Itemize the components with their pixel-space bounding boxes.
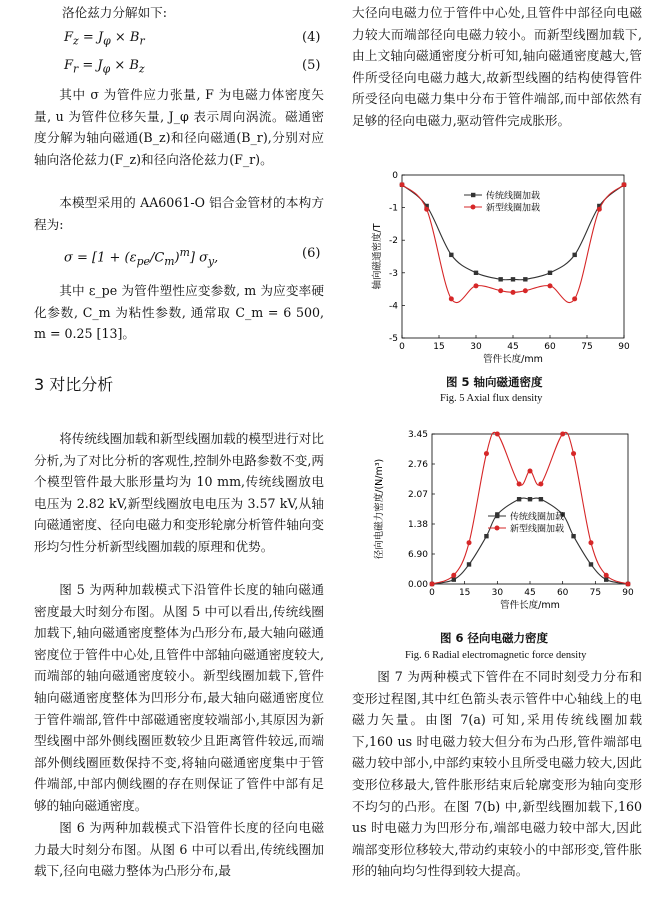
data-point (539, 497, 543, 501)
x-tick-label: 15 (458, 588, 471, 598)
left-paragraph-4: 将传统线圈加载和新型线圈加载的模型进行对比分析,为了对比分析的客观性,控制外电路参数不变,两个模型管件最大胀形量均为 10 mm,传统线圈放电电压为 2.82 kV,新型线圈放电电压为 3.57 kV,从轴向磁通密度、径向电磁力和变形轮廓分析管件轴向变形均匀性分析新型线圈加载的原理和优势。 (34, 431, 324, 554)
plot-frame (432, 434, 628, 584)
x-tick-label: 0 (399, 342, 405, 352)
legend-marker (471, 205, 476, 210)
data-point (467, 540, 472, 545)
data-point (424, 207, 429, 212)
y-tick-label: 2.07 (407, 490, 428, 500)
right-paragraph-2: 图 7 为两种模式下管件在不同时刻受力分布和变形过程图,其中红色箭头表示管件中心轴线上的电磁力矢量。由图 7(a) 可知,采用传统线圈加载下,160 us 时电磁力较大但分布为凸形,管件端部电磁力较中部小,中部约束较小且所受电磁力较大,因此变形位移最大,管件胀形结束后轮廓变形为轴向变形不均匀的凸形。在图 7(b) 中,新型线圈加载下,160 us 时电磁力为凹形分布,端部电磁力较中部大,因此端部变形位移较大,带动约束较小的中部形变,管件胀形的轴向均匀性得到较大提高。 (352, 669, 642, 879)
left-paragraph-6: 图 6 为两种加载模式下沿管件长度的径向电磁力最大时刻分布图。从图 6 中可以看出,传统线圈加载下,径向电磁力整体为凸形分布,最 (34, 820, 324, 879)
fig5-chart (368, 165, 638, 365)
data-point (498, 288, 503, 293)
y-tick-label: 1.38 (407, 520, 428, 530)
y-tick-label: 0.00 (407, 580, 428, 590)
left-paragraph-3: 其中 ε_pe 为管件塑性应变参数, m 为应变率硬化参数, C_m 为粘性参数, 通常取 C_m = 6 500, m = 0.25 [13]。 (34, 283, 324, 342)
y-tick-label: -5 (389, 334, 398, 344)
x-tick-label: 75 (581, 342, 593, 352)
x-tick-label: 45 (507, 342, 519, 352)
fig5-caption-en: Fig. 5 Axial flux density (440, 393, 543, 404)
x-axis-label: 管件长度/mm (500, 600, 560, 611)
data-point (588, 540, 593, 545)
x-tick-label: 30 (470, 342, 482, 352)
x-tick-label: 30 (491, 588, 504, 598)
x-tick-label: 75 (589, 588, 602, 598)
data-point (498, 277, 502, 281)
data-point (449, 296, 454, 301)
data-point (589, 562, 593, 566)
fig6-chart (368, 424, 638, 624)
data-point (626, 582, 631, 587)
fig6-caption-cn: 图 6 径向电磁力密度 (440, 631, 549, 645)
y-tick-label: -2 (389, 236, 398, 247)
series-line (432, 498, 628, 584)
y-tick-label: -3 (389, 268, 398, 279)
data-point (523, 288, 528, 293)
y-tick-label: -1 (389, 203, 398, 214)
data-point (451, 573, 456, 578)
y-tick-label: -4 (389, 301, 398, 312)
data-point (400, 182, 405, 187)
data-point (484, 534, 488, 538)
equation-5-number: (5) (302, 58, 321, 73)
data-point (523, 277, 527, 281)
data-point (449, 253, 453, 257)
equation-6: $\sigma = [1 + (\varepsilon_{pe}/C_m)^m]$ $\sigma_y$, (64, 246, 219, 268)
left-paragraph-1: 其中 σ 为管件应力张量, F 为电磁力体密度矢量, u 为管件位移矢量, J_φ 表示周向涡流。磁通密度分解为轴向磁通(B_z)和径向磁通(B_r),分别对应轴向洛伦兹力(F_z)和径向洛伦兹力(F_r)。 (34, 87, 324, 167)
legend-label: 传统线圈加载 (510, 512, 565, 523)
data-point (511, 290, 516, 295)
y-tick-label: 6.90 (407, 550, 428, 560)
data-point (517, 482, 522, 487)
data-point (571, 451, 576, 456)
x-tick-label: 90 (618, 342, 630, 352)
y-tick-label: 3.45 (407, 430, 428, 440)
series-line (432, 432, 628, 584)
fig5-caption-cn: 图 5 轴向磁通密度 (446, 375, 543, 389)
equation-6-number: (6) (302, 246, 321, 261)
section-heading: 3 对比分析 (34, 375, 114, 394)
y-tick-label: 2.76 (407, 460, 428, 470)
series-line (402, 185, 624, 303)
equation-4: $F_z = J_\varphi \times B_r$ (64, 30, 145, 48)
legend-label: 新型线圈加载 (486, 203, 541, 214)
legend-marker (495, 514, 499, 518)
data-point (484, 451, 489, 456)
data-point (452, 577, 456, 581)
x-tick-label: 0 (429, 588, 435, 598)
y-tick-label: 0 (392, 171, 398, 181)
data-point (511, 277, 515, 281)
equation-4-number: (4) (302, 30, 321, 45)
data-point (467, 562, 471, 566)
equation-5: $F_r = J_\varphi \times B_z$ (64, 58, 145, 76)
x-tick-label: 45 (524, 588, 536, 598)
data-point (622, 182, 627, 187)
data-point (572, 296, 577, 301)
left-paragraph-2: 本模型采用的 AA6061-O 铝合金管材的本构方程为: (34, 195, 324, 232)
legend-label: 传统线圈加载 (486, 191, 541, 202)
right-paragraph-1: 大径向电磁力位于管件中心处,且管件中部径向电磁力较大而端部径向电磁力较小。而新型线圈加载下,由上文轴向磁通密度分析可知,轴向磁通密度越大,管件所受径向电磁力越大,故新型线圈的结构使得管件所受径向电磁力集中分布于管件端部,而中部依然有足够的径向电磁力,驱动管件完成胀形。 (352, 5, 642, 128)
legend-marker (495, 526, 500, 531)
y-axis-label: 径向电磁力密度/(N/m³) (374, 458, 385, 560)
data-point (548, 283, 553, 288)
data-point (495, 432, 500, 437)
fig6-caption-en: Fig. 6 Radial electromagnetic force density (405, 650, 587, 661)
data-point (474, 271, 478, 275)
x-axis-label: 管件长度/mm (483, 354, 543, 365)
left-paragraph-5: 图 5 为两种加载模式下沿管件长度的轴向磁通密度最大时刻分布图。从图 5 中可以看出,传统线圈加载下,轴向磁通密度整体为凸形分布,最大轴向磁通密度位于管件中心处,且管件中部轴向磁通密度较大,而端部的轴向磁通密度较小。新型线圈加载下,管件轴向磁通密度整体为凹形分布,最大轴向磁通密度位于管件端部,管件中部磁通密度较端部小,其原因为新型线圈中部外侧线圈匝数较少且距离管件较远,而端部外侧线圈匝数保持不变,将轴向磁通密度集中于管件端部,中部内侧线圈的存在则保证了管件中部有足够的轴向磁通密度。 (34, 582, 324, 813)
data-point (597, 207, 602, 212)
data-point (430, 582, 435, 587)
data-point (604, 577, 608, 581)
data-point (548, 271, 552, 275)
y-axis-label: 轴向磁通密度/T (372, 223, 383, 290)
data-point (517, 497, 521, 501)
data-point (604, 573, 609, 578)
data-point (571, 534, 575, 538)
data-point (528, 468, 533, 473)
data-point (528, 497, 532, 501)
data-point (572, 253, 576, 257)
x-tick-label: 60 (544, 342, 556, 352)
x-tick-label: 15 (433, 342, 445, 352)
data-point (474, 283, 479, 288)
left-intro: 洛伦兹力分解如下: (62, 5, 167, 20)
data-point (560, 432, 565, 437)
data-point (538, 482, 543, 487)
x-tick-label: 60 (556, 588, 569, 598)
legend-marker (471, 193, 475, 197)
legend-label: 新型线圈加载 (510, 524, 565, 535)
x-tick-label: 90 (622, 588, 634, 598)
